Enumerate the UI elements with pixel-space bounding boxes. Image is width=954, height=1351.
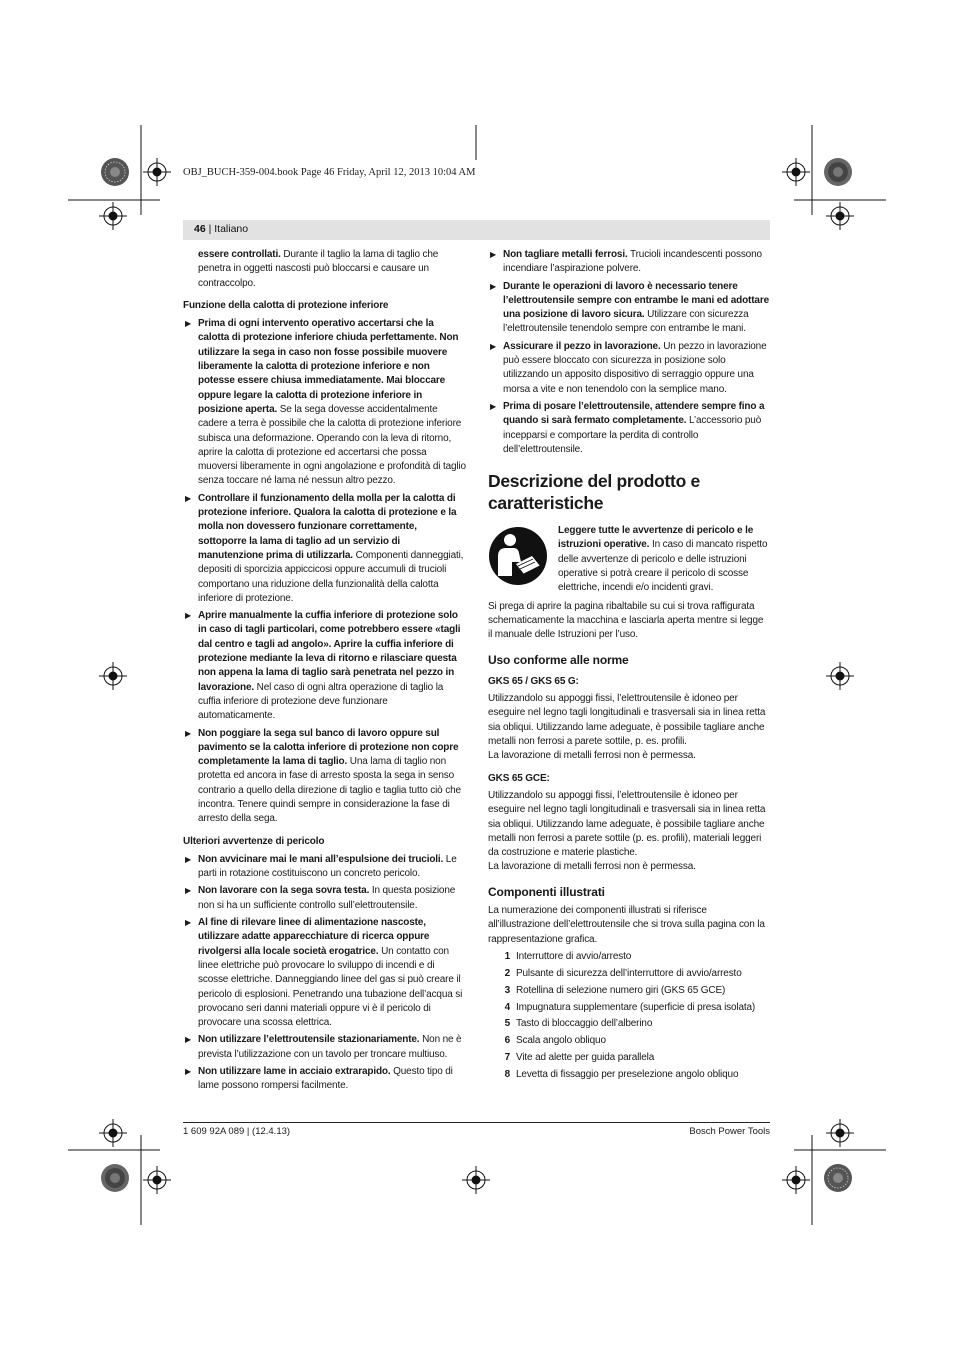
arrow-bullet-icon: ▶: [490, 341, 497, 351]
heading-product-description: Descrizione del prodotto e caratteristiche: [488, 471, 700, 514]
arrow-bullet-icon: ▶: [185, 886, 192, 896]
heading-lower-guard: Funzione della calotta di protezione inferiore: [183, 299, 389, 311]
gks65gce-text: Utilizzandolo su appoggi fissi, l’elettroutensile è idoneo per eseguire nel legno tagli longitudinali e trasversali sia in linea retta sia obliqui. Utilizzando lame adeguate, è possibile tagliare anche metalli non ferrosi a parete sottile (p. es. profili), materiali leggeri da costruzione e materie plastiche.: [488, 789, 766, 859]
gks65gce-note: La lavorazione di metalli ferrosi non è permessa.: [488, 861, 696, 873]
header-bar: [183, 220, 770, 240]
heading-gks65g: GKS 65 / GKS 65 G:: [488, 675, 579, 687]
list-item: 4 Impugnatura supplementare (superficie di presa isolata): [504, 1001, 756, 1013]
list-item: 5 Tasto di bloccaggio dell’alberino: [504, 1018, 653, 1030]
components-intro: La numerazione dei componenti illustrati si riferisce all’illustrazione dell’elettroutensile che si trova sulla pagina con la rappresentazione grafica.: [488, 904, 765, 945]
arrow-bullet-icon: ▶: [185, 1067, 192, 1077]
header-separator: |: [205, 223, 215, 235]
bullet-item: ▶ Non tagliare metalli ferrosi. Trucioli incandescenti possono incendiare l’aspirazione polvere.: [490, 249, 762, 275]
arrow-bullet-icon: ▶: [185, 854, 192, 864]
bullet-item: ▶ Durante le operazioni di lavoro è necessario tenere l’elettroutensile sempre con entrambe le mani ed adottare una posizione di lavoro sicura. Utilizzare con sicurezza l’elettroutensile tenendolo sempre con entrambe le mani.: [490, 280, 769, 335]
list-item: 1 Interruttore di avvio/arresto: [504, 950, 632, 962]
bullet-item: ▶ Assicurare il pezzo in lavorazione. Un pezzo in lavorazione può essere bloccato con sicurezza in posizione solo utilizzando un apposito dispositivo di serraggio oppure una morsa a vite e non tenendolo con la semplice mano.: [490, 340, 767, 395]
footer-rule: [183, 1122, 770, 1123]
arrow-bullet-icon: ▶: [185, 611, 192, 621]
list-item: 6 Scala angolo obliquo: [504, 1035, 606, 1047]
print-slug: OBJ_BUCH-359-004.book Page 46 Friday, April 12, 2013 10:04 AM: [183, 167, 476, 178]
arrow-bullet-icon: ▶: [490, 250, 497, 259]
bullet-item: ▶ Non lavorare con la sega sovra testa. In questa posizione non si ha un sufficiente controllo sull’elettroutensile.: [185, 885, 456, 911]
list-item: 8 Levetta di fissaggio per preselezione angolo obliquo: [504, 1069, 739, 1081]
list-item: 2 Pulsante di sicurezza dell’interruttore di avvio/arresto: [504, 967, 742, 979]
heading-intended-use: Uso conforme alle norme: [488, 652, 629, 667]
arrow-bullet-icon: ▶: [185, 728, 192, 738]
arrow-bullet-icon: ▶: [490, 401, 497, 411]
read-manual-icon: [488, 526, 548, 586]
footer-brand: Bosch Power Tools: [689, 1126, 770, 1137]
arrow-bullet-icon: ▶: [185, 493, 192, 503]
page-number: 46: [194, 223, 206, 235]
read-manual-warning: Leggere tutte le avvertenze di pericolo e le istruzioni operative. In caso di mancato rispetto delle avvertenze di pericolo e delle istruzioni operative si potrà creare il pericolo di scosse elettriche, incendi e/o incidenti gravi.: [488, 524, 770, 595]
list-item: 7 Vite ad alette per guida parallela: [504, 1052, 655, 1064]
right-column: [488, 248, 770, 1085]
footer-doc-number: 1 609 92A 089 | (12.4.13): [183, 1126, 291, 1137]
bullet-item: ▶ Aprire manualmente la cuffia inferiore di protezione solo in caso di tagli particolari, come potrebbero essere «tagli dal centro e tagli ad angolo». Aprire la cuffia inferiore di protezione mediante la leva di ritorno e rilasciare questa non appena la lama di taglio sarà penetrata nel pezzo in lavorazione. Nel caso di ogni altra operazione di taglio la cuffia inferiore di protezione deve funzionare automaticamente.: [185, 610, 461, 722]
bullet-item: ▶ Prima di posare l’elettroutensile, attendere sempre fino a quando si sarà fermato completamente. L’accessorio può incepparsi e comportare la perdita di controllo dell’elettroutensile.: [490, 400, 765, 455]
arrow-bullet-icon: ▶: [185, 1035, 192, 1045]
heading-other-warnings: Ulteriori avvertenze di pericolo: [183, 835, 325, 847]
bullet-item: ▶ Controllare il funzionamento della molla per la calotta di protezione inferiore. Qualora la calotta di protezione e la molla non dovessero funzionare correttamente, sottoporre la lama di taglio ad un servizio di manutenzione prima di utilizzarla. Componenti danneggiati, depositi di sporcizia appiccicosi oppure accumuli di trucioli comportano una riduzione della funzionalità della calotta inferiore di protezione.: [185, 492, 464, 604]
bullet-item: ▶ Non utilizzare lame in acciaio extrarapido. Questo tipo di lame possono rompersi facilmente.: [185, 1066, 453, 1092]
heading-gks65gce: GKS 65 GCE:: [488, 772, 550, 784]
list-item: 3 Rotellina di selezione numero giri (GKS 65 GCE): [504, 984, 726, 996]
left-column: [183, 248, 467, 1097]
fold-out-note: Si prega di aprire la pagina ribaltabile su cui si trova raffigurata schematicamente la macchina e lasciarla aperta mentre si legge il manuale delle Istruzioni per l’uso.: [488, 600, 764, 641]
header-section: Italiano: [214, 223, 249, 235]
arrow-bullet-icon: ▶: [490, 281, 497, 291]
gks65g-note: La lavorazione di metalli ferrosi non è permessa.: [488, 750, 696, 762]
page-header: [194, 223, 248, 235]
bullet-item: ▶ Non avvicinare mai le mani all’espulsione dei trucioli. Le parti in rotazione costituiscono un concreto pericolo.: [185, 853, 457, 880]
bullet-item: ▶ Prima di ogni intervento operativo accertarsi che la calotta di protezione inferiore chiuda perfettamente. Non utilizzare la sega in caso non fosse possibile muovere liberamente la calotta di protezione inferiore e non potesse essere chiusa immediatamente. Mai bloccare oppure legare la calotta di protezione inferiore in posizione aperta. Se la sega dovesse accidentalmente cadere a terra è possibile che la calotta di protezione inferiore subisca una deformazione. Operando con la leva di ritorno, aprire la calotta di protezione ed accertarsi che possa muoversi liberamente in ogni angolazione e profondità di taglio senza toccare né lama né nessun altro pezzo.: [185, 318, 466, 487]
bullet-item: ▶ Al fine di rilevare linee di alimentazione nascoste, utilizzare adatte apparecchiature di ricerca oppure rivolgersi alla locale società erogatrice. Un contatto con linee elettriche può provocare lo sviluppo di incendi e di scosse elettriche. Danneggiando linee del gas si può creare il pericolo di esplosioni. Penetrando una tubazione dell’acqua si provocano seri danni materiali oppure vi è il pericolo di provocare una scossa elettrica.: [185, 917, 463, 1029]
bullet-item: ▶ Non utilizzare l’elettroutensile stazionariamente. Non ne è prevista l’utilizzazione con un tavolo per troncare multiuso.: [185, 1034, 462, 1060]
heading-components: Componenti illustrati: [488, 884, 605, 899]
arrow-bullet-icon: ▶: [185, 918, 192, 928]
gks65g-text: Utilizzandolo su appoggi fissi, l’elettroutensile è idoneo per eseguire nel legno tagli longitudinali e trasversali sia in linea retta sia obliqui. Utilizzando lame adeguate, è possibile tagliare anche metalli non ferrosi a parete sottile, p. es. profili.: [488, 693, 766, 748]
bullet-item: ▶ Non poggiare la sega sul banco di lavoro oppure sul pavimento se la calotta inferiore di protezione non copre completamente la lama di taglio. Una lama di taglio non protetta ed ancora in fase di arresto sposta la sega in senso contrario a quello della direzione di taglio e taglia tutto ciò che incontra. Tenere quindi sempre in considerazione la fase di arresto della sega.: [185, 727, 461, 825]
arrow-bullet-icon: ▶: [185, 319, 192, 329]
components-list: [488, 950, 770, 1083]
intro-paragraph: essere controllati. Durante il taglio la lama di taglio che penetra in oggetti nascosti può bloccarsi e causare un contraccolpo.: [198, 249, 439, 289]
